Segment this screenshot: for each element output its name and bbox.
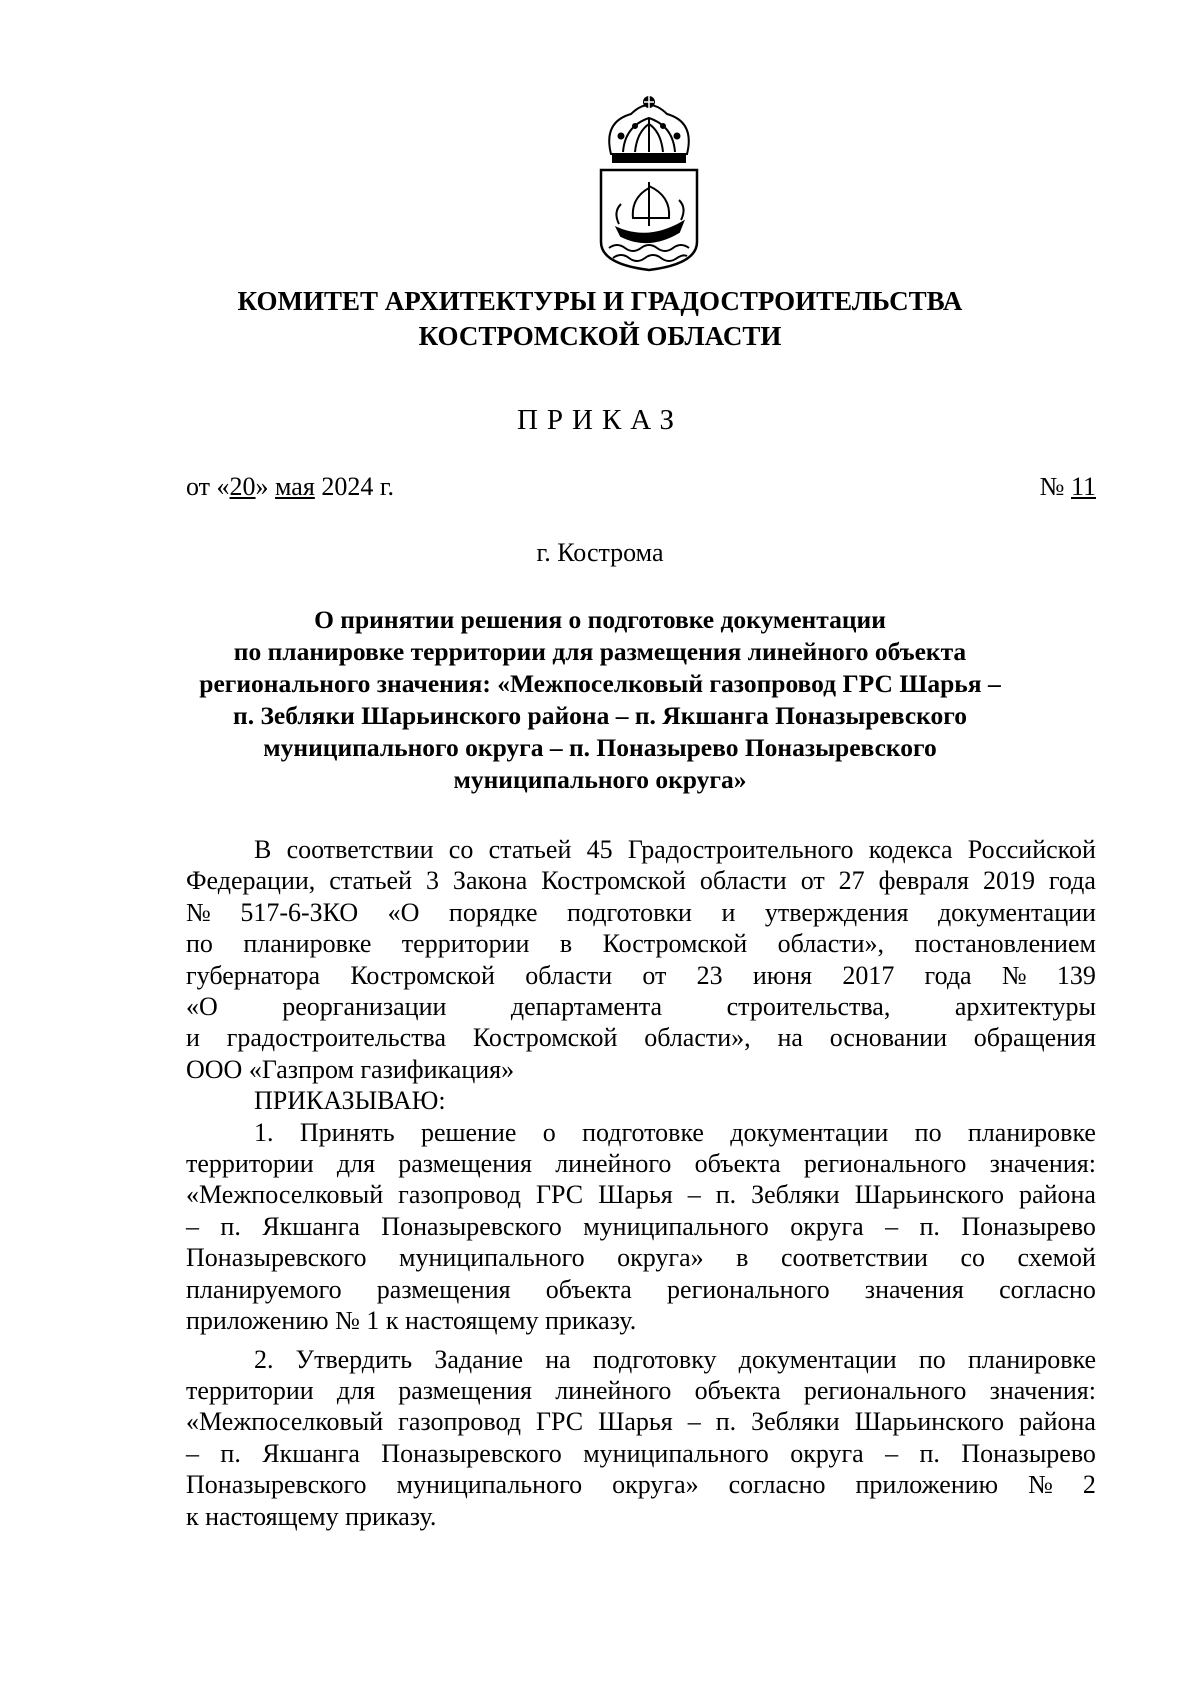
- date-separator: »: [255, 472, 276, 501]
- item-2-line: территории для размещения линейного объекта регионального значения:: [186, 1375, 1096, 1405]
- item-1-line: Поназыревского муниципального округа» в соответствии со схемой: [186, 1243, 1096, 1273]
- document-type-title: ПРИКАЗ: [516, 404, 684, 436]
- subject-line: п. Зебляки Шарьинского района – п. Якшанга Поназыревского: [233, 701, 967, 730]
- subject-line: регионального значения: «Межпоселковый газопровод ГРС Шарья –: [199, 669, 1001, 698]
- item-2-line: «Межпоселковый газопровод ГРС Шарья – п. Зебляки Шарьинского района: [186, 1407, 1096, 1437]
- subject-line: по планировке территории для размещения линейного объекта: [233, 637, 967, 666]
- item-1-line: «Межпоселковый газопровод ГРС Шарья – п. Зебляки Шарьинского района: [186, 1180, 1096, 1210]
- date-day: 20: [229, 472, 256, 501]
- preamble-line: губернатора Костромской области от 23 июня 2017 года № 139: [186, 960, 1096, 990]
- item-1-line: планируемого размещения объекта регионального значения согласно: [186, 1274, 1096, 1304]
- organization-name-line-2: КОСТРОМСКОЙ ОБЛАСТИ: [418, 321, 782, 351]
- item-1-line: территории для размещения линейного объекта регионального значения:: [186, 1149, 1096, 1179]
- date-year: 2024 г.: [314, 472, 395, 501]
- document-body: [186, 834, 1096, 1532]
- item-2-line: – п. Якшанга Поназыревского муниципального округа – п. Поназырево: [186, 1438, 1096, 1468]
- preamble-line: Федерации, статьей 3 Закона Костромской области от 27 февраля 2019 года: [186, 866, 1096, 896]
- item-1-line: – п. Якшанга Поназыревского муниципального округа – п. Поназырево: [186, 1211, 1096, 1241]
- preamble-line: и градостроительства Костромской области», на основании обращения: [186, 1023, 1096, 1053]
- preamble-line: по планировке территории в Костромской области», постановлением: [186, 929, 1096, 959]
- item-2-line: 2. Утвердить Задание на подготовку документации по планировке: [254, 1344, 1096, 1374]
- document-subject: [180, 604, 1020, 796]
- item-2-line: к настоящему приказу.: [186, 1501, 437, 1531]
- number-value: 11: [1070, 472, 1096, 501]
- date-prefix: от «: [186, 472, 230, 501]
- number-prefix: №: [1039, 472, 1071, 501]
- preamble-line: ООО «Газпром газификация»: [186, 1054, 515, 1084]
- item-1-line: 1. Принять решение о подготовке документации по планировке: [254, 1117, 1096, 1147]
- date-month: мая: [275, 472, 315, 501]
- preamble-line: «О реорганизации департамента строительства, архитектуры: [186, 992, 1096, 1022]
- item-2-line: Поназыревского муниципального округа» согласно приложению № 2: [186, 1470, 1096, 1500]
- organization-name-line-1: КОМИТЕТ АРХИТЕКТУРЫ И ГРАДОСТРОИТЕЛЬСТВА: [237, 286, 963, 316]
- document-number: [1040, 472, 1096, 502]
- subject-line: муниципального округа – п. Поназырево Поназыревского: [263, 733, 937, 762]
- document-city: г. Кострома: [536, 538, 664, 567]
- item-1-line: приложению № 1 к настоящему приказу.: [186, 1306, 637, 1336]
- document-date: [186, 472, 394, 502]
- preamble-line: № 517-6-ЗКО «О порядке подготовки и утверждения документации: [186, 897, 1096, 927]
- order-word: ПРИКАЗЫВАЮ:: [254, 1086, 446, 1116]
- subject-line: О принятии решения о подготовке документации: [314, 605, 886, 634]
- preamble-line: В соответствии со статьей 45 Градостроительного кодекса Российской: [254, 835, 1096, 864]
- subject-line: муниципального округа»: [453, 765, 747, 794]
- coat-of-arms-emblem: [591, 92, 707, 274]
